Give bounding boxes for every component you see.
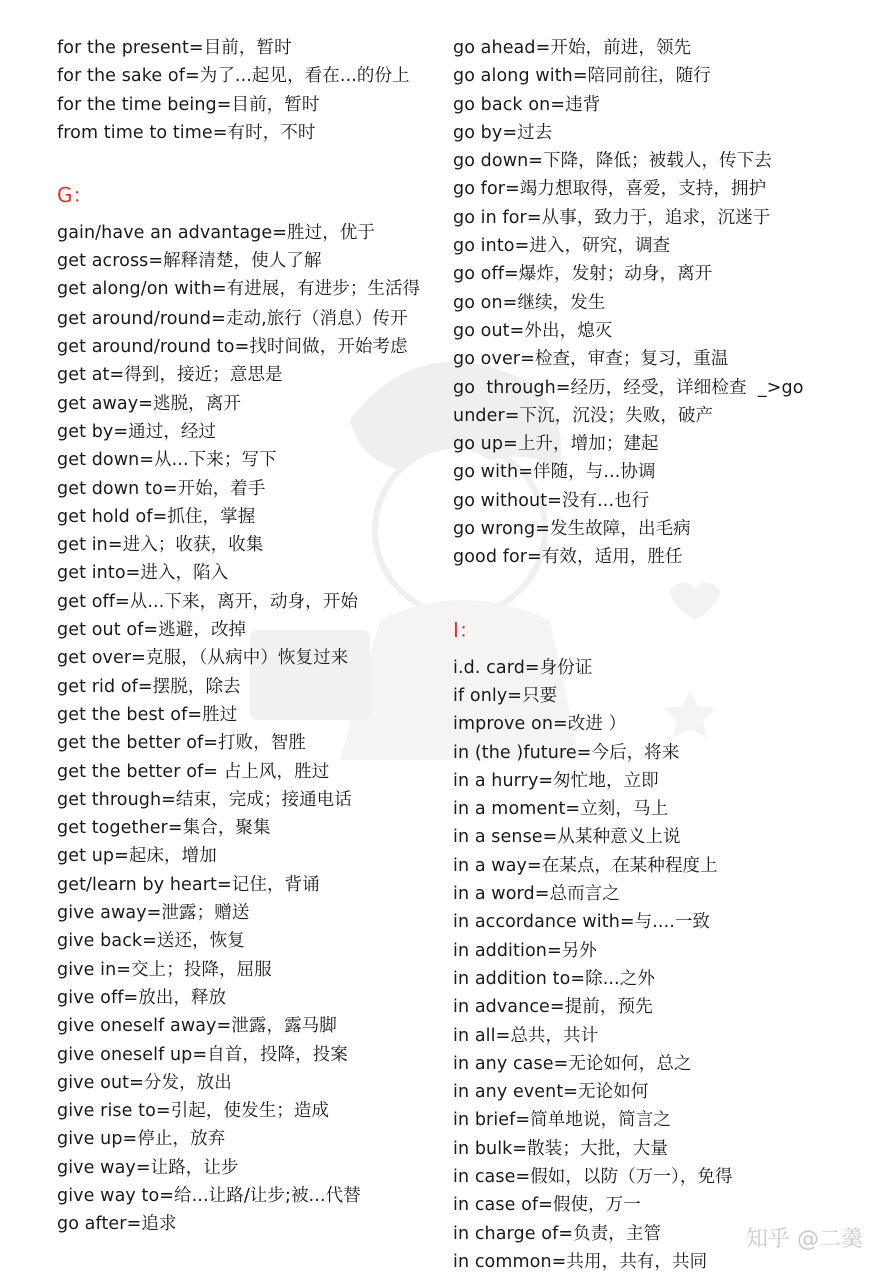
phrase-entry: get out of=逃避，改掉 <box>57 620 247 641</box>
phrase-entry: in a way=在某点，在某种程度上 <box>453 855 718 876</box>
phrase-entry: get around/round to=找时间做，开始考虑 <box>57 337 408 358</box>
phrase-entry: in a word=总而言之 <box>453 884 620 905</box>
phrase-entry: get at=得到，接近；意思是 <box>57 365 283 386</box>
phrase-entry: give oneself up=自首，投降，投案 <box>57 1044 348 1065</box>
phrase-entry: give back=送还，恢复 <box>57 931 245 952</box>
phrase-entry: go into=进入，研究，调查 <box>453 236 671 257</box>
phrase-entry: give rise to=引起，使发生；造成 <box>57 1101 330 1122</box>
phrase-entry: give off=放出，释放 <box>57 987 227 1008</box>
phrase-entry: get together=集合，聚集 <box>57 818 271 839</box>
phrase-entry: in case=假如，以防（万一），免得 <box>453 1166 733 1187</box>
phrase-entry: get up=起床，增加 <box>57 846 217 867</box>
phrase-entry: get along/on with=有进展，有进步；生活得 <box>57 278 421 299</box>
phrase-entry: get rid of=摆脱，除去 <box>57 676 241 697</box>
phrase-entry: in a moment=立刻，马上 <box>453 799 669 820</box>
phrase-entry: in addition=另外 <box>453 940 597 961</box>
phrase-entry: get in=进入；收获，收集 <box>57 535 264 556</box>
phrase-entry: in case of=假使，万一 <box>453 1195 641 1216</box>
g-phrases-group <box>57 219 429 1238</box>
phrase-entry: go on=继续，发生 <box>453 292 606 313</box>
section-heading-i: I： <box>453 617 479 642</box>
phrase-entry: go through=经历，经受，详细检查 _>go <box>453 377 804 398</box>
phrase-entry: in bulk=散装；大批，大量 <box>453 1138 668 1159</box>
phrase-entry: in advance=提前，预先 <box>453 997 653 1018</box>
phrase-entry: get through=结束，完成；接通电话 <box>57 789 352 810</box>
phrase-entry: go out=外出，熄灭 <box>453 320 613 341</box>
phrase-entry: for the sake of=为了...起见，看在...的份上 <box>57 66 410 87</box>
phrase-entry: get by=通过，经过 <box>57 421 217 442</box>
phrase-entry: in common=共用，共有，共同 <box>453 1251 708 1272</box>
section-heading-g: G： <box>57 183 93 208</box>
phrase-entry: if only=只要 <box>453 685 558 706</box>
phrase-entry: get across=解释清楚，使人了解 <box>57 251 322 272</box>
for-phrases-group <box>57 34 429 147</box>
phrase-entry: i.d. card=身份证 <box>453 657 593 678</box>
phrase-entry: in (the )future=今后，将来 <box>453 742 680 763</box>
phrase-entry: get/learn by heart=记住，背诵 <box>57 874 320 895</box>
phrase-entry: get around/round=走动,旅行（消息）传开 <box>57 308 408 329</box>
phrase-entry: give way=让路，让步 <box>57 1157 239 1178</box>
phrase-entry: go without=没有...也行 <box>453 490 650 511</box>
phrase-entry: go by=过去 <box>453 122 553 143</box>
phrase-entry: gain/have an advantage=胜过，优于 <box>57 223 375 244</box>
phrase-entry: go off=爆炸，发射；动身，离开 <box>453 264 713 285</box>
right-column <box>453 34 853 1276</box>
phrase-entry: give away=泄露；赠送 <box>57 903 250 924</box>
phrase-entry: in charge of=负责，主管 <box>453 1223 662 1244</box>
phrase-entry: get the better of=打败，智胜 <box>57 733 307 754</box>
phrase-entry: in all=总共，共计 <box>453 1025 599 1046</box>
phrase-entry: go up=上升，增加；建起 <box>453 434 659 455</box>
phrase-entry: under=下沉，沉没；失败，破产 <box>453 405 714 426</box>
phrase-entry: go ahead=开始，前进，领先 <box>453 38 692 58</box>
left-column <box>57 34 429 1239</box>
phrase-entry: go along with=陪同前往，随行 <box>453 66 711 87</box>
phrase-entry: improve on=改进 ） <box>453 714 627 735</box>
phrase-entry: go back on=违背 <box>453 94 601 115</box>
phrase-entry: get down=从...下来；写下 <box>57 450 277 471</box>
phrase-entry: give way to=给...让路/让步;被...代替 <box>57 1185 361 1206</box>
phrase-entry: in accordance with=与....一致 <box>453 912 711 933</box>
i-phrases-group <box>453 654 853 1276</box>
phrase-entry: get down to=开始，着手 <box>57 478 266 499</box>
phrase-entry: from time to time=有时，不时 <box>57 122 316 143</box>
phrase-entry: give in=交上；投降，屈服 <box>57 959 272 980</box>
phrase-entry: for the time being=目前，暂时 <box>57 94 320 115</box>
phrase-entry: in brief=简单地说，简言之 <box>453 1110 671 1131</box>
watermark-text: 知乎 @二羹 <box>746 1227 863 1252</box>
phrase-entry: go with=伴随，与...协调 <box>453 462 656 483</box>
phrase-entry: in addition to=除...之外 <box>453 968 655 989</box>
phrase-entry: in a hurry=匆忙地，立即 <box>453 770 659 791</box>
go-phrases-group <box>453 34 853 572</box>
phrase-entry: get hold of=抓住，掌握 <box>57 506 256 527</box>
phrase-entry: give up=停止，放弃 <box>57 1129 226 1150</box>
phrase-entry: get the better of= 占上风，胜过 <box>57 761 330 782</box>
phrase-entry: go down=下降，降低；被载人，传下去 <box>453 151 772 172</box>
phrase-entry: get over=克服，（从病中）恢复过来 <box>57 648 349 669</box>
phrase-entry: get off=从...下来，离开，动身，开始 <box>57 591 358 612</box>
phrase-entry: go wrong=发生故障，出毛病 <box>453 519 691 540</box>
phrase-entry: get away=逃脱，离开 <box>57 393 241 414</box>
phrase-entry: in any event=无论如何 <box>453 1082 649 1103</box>
phrase-entry: in a sense=从某种意义上说 <box>453 827 681 848</box>
phrase-entry: go after=追求 <box>57 1214 177 1235</box>
phrase-entry: go for=竭力想取得，喜爱，支持，拥护 <box>453 179 767 200</box>
phrase-entry: go over=检查，审查；复习，重温 <box>453 349 729 370</box>
phrase-entry: go in for=从事，致力于，追求，沉迷于 <box>453 207 771 228</box>
phrase-entry: for the present=目前，暂时 <box>57 38 292 58</box>
phrase-entry: give oneself away=泄露，露马脚 <box>57 1016 337 1037</box>
phrase-entry: get the best of=胜过 <box>57 704 238 725</box>
phrase-entry: good for=有效，适用，胜任 <box>453 547 683 568</box>
phrase-entry: get into=进入，陷入 <box>57 563 229 584</box>
phrase-entry: give out=分发，放出 <box>57 1072 232 1093</box>
phrase-entry: in any case=无论如何，总之 <box>453 1053 692 1074</box>
